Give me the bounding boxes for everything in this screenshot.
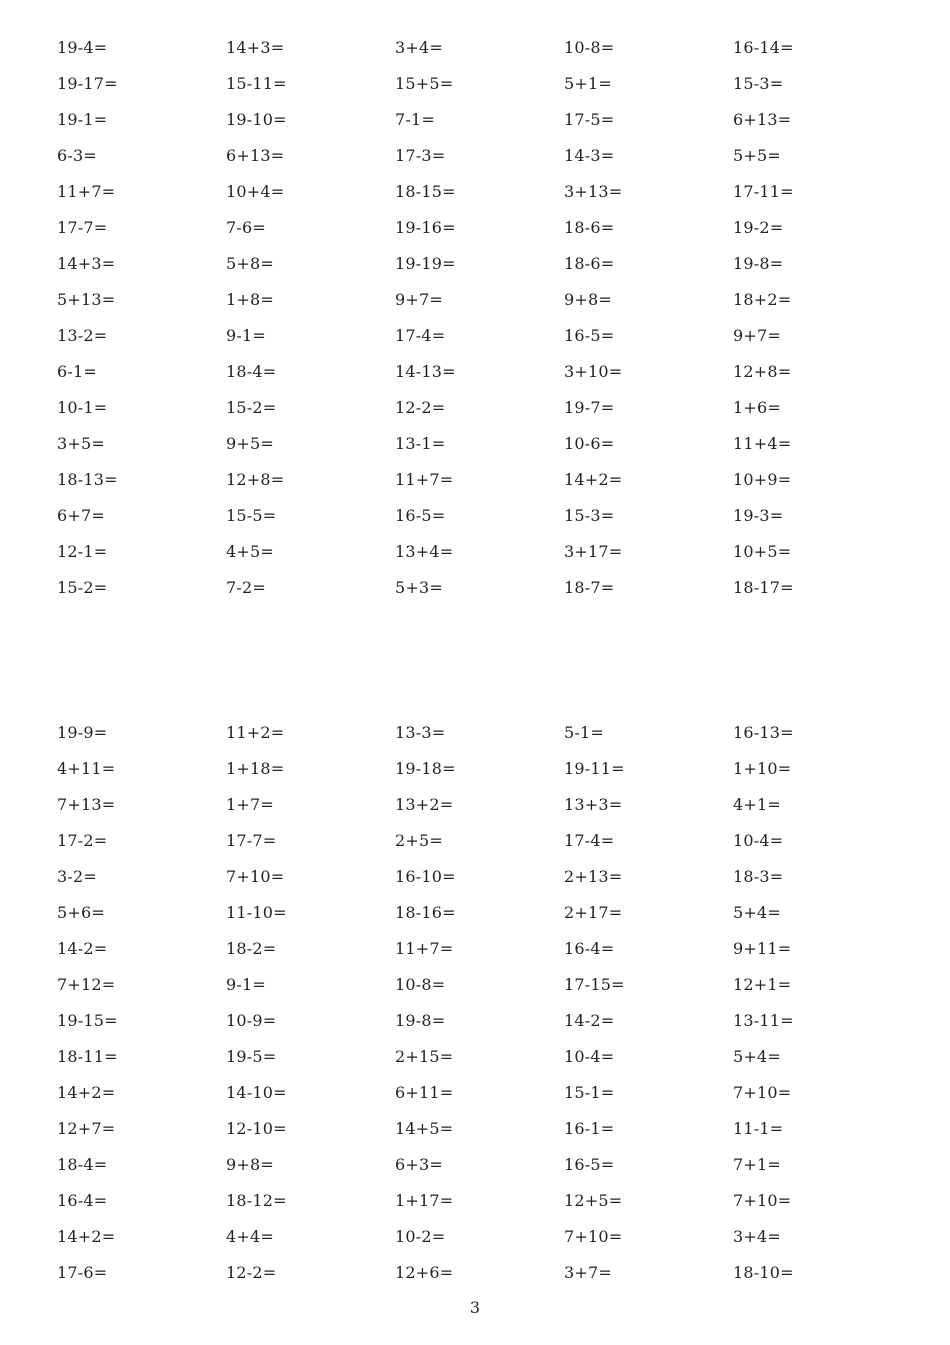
arithmetic-problem: 11-1= [733, 1119, 784, 1138]
arithmetic-problem: 4+1= [733, 795, 781, 814]
arithmetic-problem: 14-2= [57, 939, 108, 958]
arithmetic-problem: 7+12= [57, 975, 116, 994]
arithmetic-problem: 7-1= [395, 110, 435, 129]
arithmetic-problem: 2+13= [564, 867, 623, 886]
arithmetic-problem: 18-10= [733, 1263, 794, 1282]
arithmetic-problem: 11+2= [226, 723, 285, 742]
arithmetic-problem: 18+2= [733, 290, 792, 309]
arithmetic-problem: 9+8= [226, 1155, 274, 1174]
arithmetic-problem: 4+5= [226, 542, 274, 561]
arithmetic-problem: 12+8= [226, 470, 285, 489]
arithmetic-problem: 9+8= [564, 290, 612, 309]
arithmetic-problem: 5+13= [57, 290, 116, 309]
arithmetic-problem: 5+1= [564, 74, 612, 93]
arithmetic-problem: 12+8= [733, 362, 792, 381]
arithmetic-problem: 14+2= [57, 1227, 116, 1246]
arithmetic-problem: 17-15= [564, 975, 625, 994]
arithmetic-problem: 18-6= [564, 254, 615, 273]
arithmetic-problem: 10-8= [395, 975, 446, 994]
arithmetic-problem: 1+18= [226, 759, 285, 778]
arithmetic-problem: 5+8= [226, 254, 274, 273]
arithmetic-problem: 15-5= [226, 506, 277, 525]
arithmetic-problem: 14-3= [564, 146, 615, 165]
arithmetic-problem: 10+4= [226, 182, 285, 201]
arithmetic-problem: 11+4= [733, 434, 792, 453]
arithmetic-problem: 9+11= [733, 939, 792, 958]
arithmetic-problem: 12+1= [733, 975, 792, 994]
arithmetic-problem: 6+3= [395, 1155, 443, 1174]
arithmetic-problem: 17-6= [57, 1263, 108, 1282]
arithmetic-problem: 17-7= [226, 831, 277, 850]
arithmetic-problem: 18-7= [564, 578, 615, 597]
arithmetic-problem: 19-15= [57, 1011, 118, 1030]
arithmetic-problem: 17-4= [395, 326, 446, 345]
arithmetic-problem: 7+10= [564, 1227, 623, 1246]
arithmetic-problem: 18-15= [395, 182, 456, 201]
arithmetic-problem: 2+5= [395, 831, 443, 850]
arithmetic-problem: 14+2= [564, 470, 623, 489]
arithmetic-problem: 14-2= [564, 1011, 615, 1030]
arithmetic-problem: 15-3= [733, 74, 784, 93]
arithmetic-problem: 16-5= [395, 506, 446, 525]
arithmetic-problem: 5+3= [395, 578, 443, 597]
arithmetic-problem: 6-1= [57, 362, 97, 381]
arithmetic-problem: 14-13= [395, 362, 456, 381]
arithmetic-problem: 10+9= [733, 470, 792, 489]
arithmetic-problem: 10-6= [564, 434, 615, 453]
arithmetic-problem: 6+13= [226, 146, 285, 165]
arithmetic-problem: 5+4= [733, 1047, 781, 1066]
problem-block-1 [57, 35, 907, 611]
arithmetic-problem: 3+10= [564, 362, 623, 381]
arithmetic-problem: 11+7= [395, 939, 454, 958]
arithmetic-problem: 7+10= [733, 1191, 792, 1210]
arithmetic-problem: 7-2= [226, 578, 266, 597]
arithmetic-problem: 12-2= [395, 398, 446, 417]
arithmetic-problem: 7+10= [733, 1083, 792, 1102]
arithmetic-problem: 5+4= [733, 903, 781, 922]
arithmetic-problem: 6+11= [395, 1083, 454, 1102]
arithmetic-problem: 12-10= [226, 1119, 287, 1138]
arithmetic-problem: 13+2= [395, 795, 454, 814]
arithmetic-problem: 7+13= [57, 795, 116, 814]
arithmetic-problem: 1+10= [733, 759, 792, 778]
arithmetic-problem: 18-2= [226, 939, 277, 958]
arithmetic-problem: 16-5= [564, 1155, 615, 1174]
arithmetic-problem: 10-4= [564, 1047, 615, 1066]
arithmetic-problem: 9+7= [733, 326, 781, 345]
arithmetic-problem: 15-11= [226, 74, 287, 93]
arithmetic-problem: 3+13= [564, 182, 623, 201]
arithmetic-problem: 18-4= [226, 362, 277, 381]
arithmetic-problem: 17-2= [57, 831, 108, 850]
arithmetic-problem: 5+6= [57, 903, 105, 922]
arithmetic-problem: 19-16= [395, 218, 456, 237]
arithmetic-problem: 4+4= [226, 1227, 274, 1246]
arithmetic-problem: 3-2= [57, 867, 97, 886]
arithmetic-problem: 6+7= [57, 506, 105, 525]
arithmetic-problem: 10-8= [564, 38, 615, 57]
arithmetic-problem: 3+4= [733, 1227, 781, 1246]
arithmetic-problem: 14+3= [57, 254, 116, 273]
arithmetic-problem: 12+6= [395, 1263, 454, 1282]
arithmetic-problem: 10-2= [395, 1227, 446, 1246]
arithmetic-problem: 9+5= [226, 434, 274, 453]
arithmetic-problem: 14+2= [57, 1083, 116, 1102]
arithmetic-problem: 18-16= [395, 903, 456, 922]
arithmetic-problem: 19-1= [57, 110, 108, 129]
arithmetic-problem: 3+7= [564, 1263, 612, 1282]
arithmetic-problem: 15-2= [57, 578, 108, 597]
arithmetic-problem: 7+10= [226, 867, 285, 886]
arithmetic-problem: 10-4= [733, 831, 784, 850]
arithmetic-problem: 19-19= [395, 254, 456, 273]
arithmetic-problem: 19-18= [395, 759, 456, 778]
arithmetic-problem: 7-6= [226, 218, 266, 237]
arithmetic-problem: 14+3= [226, 38, 285, 57]
arithmetic-problem: 19-8= [733, 254, 784, 273]
arithmetic-problem: 16-4= [564, 939, 615, 958]
arithmetic-problem: 4+11= [57, 759, 116, 778]
arithmetic-problem: 3+4= [395, 38, 443, 57]
arithmetic-problem: 18-6= [564, 218, 615, 237]
arithmetic-problem: 19-2= [733, 218, 784, 237]
arithmetic-problem: 5-1= [564, 723, 604, 742]
arithmetic-problem: 14+5= [395, 1119, 454, 1138]
arithmetic-problem: 12+7= [57, 1119, 116, 1138]
arithmetic-problem: 9-1= [226, 326, 266, 345]
arithmetic-problem: 13-2= [57, 326, 108, 345]
arithmetic-problem: 13+4= [395, 542, 454, 561]
page-number: 3 [469, 1298, 481, 1317]
arithmetic-problem: 18-13= [57, 470, 118, 489]
arithmetic-problem: 19-10= [226, 110, 287, 129]
arithmetic-problem: 10+5= [733, 542, 792, 561]
arithmetic-problem: 1+7= [226, 795, 274, 814]
arithmetic-problem: 9-1= [226, 975, 266, 994]
arithmetic-problem: 13-11= [733, 1011, 794, 1030]
arithmetic-problem: 17-7= [57, 218, 108, 237]
arithmetic-problem: 18-4= [57, 1155, 108, 1174]
arithmetic-problem: 2+17= [564, 903, 623, 922]
arithmetic-problem: 6-3= [57, 146, 97, 165]
arithmetic-problem: 3+5= [57, 434, 105, 453]
arithmetic-problem: 16-10= [395, 867, 456, 886]
problem-block-2 [57, 720, 907, 1296]
arithmetic-problem: 15+5= [395, 74, 454, 93]
arithmetic-problem: 14-10= [226, 1083, 287, 1102]
arithmetic-problem: 16-14= [733, 38, 794, 57]
arithmetic-problem: 13-3= [395, 723, 446, 742]
arithmetic-problem: 11+7= [57, 182, 116, 201]
arithmetic-problem: 17-11= [733, 182, 794, 201]
arithmetic-problem: 12+5= [564, 1191, 623, 1210]
arithmetic-problem: 19-11= [564, 759, 625, 778]
arithmetic-problem: 16-13= [733, 723, 794, 742]
arithmetic-problem: 3+17= [564, 542, 623, 561]
arithmetic-problem: 17-3= [395, 146, 446, 165]
arithmetic-problem: 1+6= [733, 398, 781, 417]
arithmetic-problem: 11+7= [395, 470, 454, 489]
arithmetic-problem: 16-4= [57, 1191, 108, 1210]
arithmetic-problem: 15-2= [226, 398, 277, 417]
arithmetic-problem: 19-8= [395, 1011, 446, 1030]
arithmetic-problem: 19-5= [226, 1047, 277, 1066]
arithmetic-problem: 11-10= [226, 903, 287, 922]
arithmetic-problem: 19-3= [733, 506, 784, 525]
arithmetic-problem: 19-4= [57, 38, 108, 57]
arithmetic-problem: 18-12= [226, 1191, 287, 1210]
arithmetic-problem: 10-9= [226, 1011, 277, 1030]
arithmetic-problem: 18-17= [733, 578, 794, 597]
arithmetic-problem: 19-7= [564, 398, 615, 417]
arithmetic-problem: 1+8= [226, 290, 274, 309]
arithmetic-problem: 19-9= [57, 723, 108, 742]
arithmetic-problem: 15-1= [564, 1083, 615, 1102]
arithmetic-problem: 10-1= [57, 398, 108, 417]
arithmetic-problem: 9+7= [395, 290, 443, 309]
arithmetic-problem: 18-11= [57, 1047, 118, 1066]
arithmetic-problem: 16-5= [564, 326, 615, 345]
arithmetic-problem: 19-17= [57, 74, 118, 93]
arithmetic-problem: 7+1= [733, 1155, 781, 1174]
arithmetic-problem: 1+17= [395, 1191, 454, 1210]
arithmetic-problem: 12-2= [226, 1263, 277, 1282]
arithmetic-problem: 15-3= [564, 506, 615, 525]
arithmetic-problem: 13+3= [564, 795, 623, 814]
arithmetic-problem: 17-4= [564, 831, 615, 850]
arithmetic-problem: 6+13= [733, 110, 792, 129]
arithmetic-problem: 2+15= [395, 1047, 454, 1066]
arithmetic-problem: 17-5= [564, 110, 615, 129]
arithmetic-problem: 12-1= [57, 542, 108, 561]
arithmetic-problem: 18-3= [733, 867, 784, 886]
arithmetic-problem: 13-1= [395, 434, 446, 453]
arithmetic-problem: 16-1= [564, 1119, 615, 1138]
arithmetic-problem: 5+5= [733, 146, 781, 165]
